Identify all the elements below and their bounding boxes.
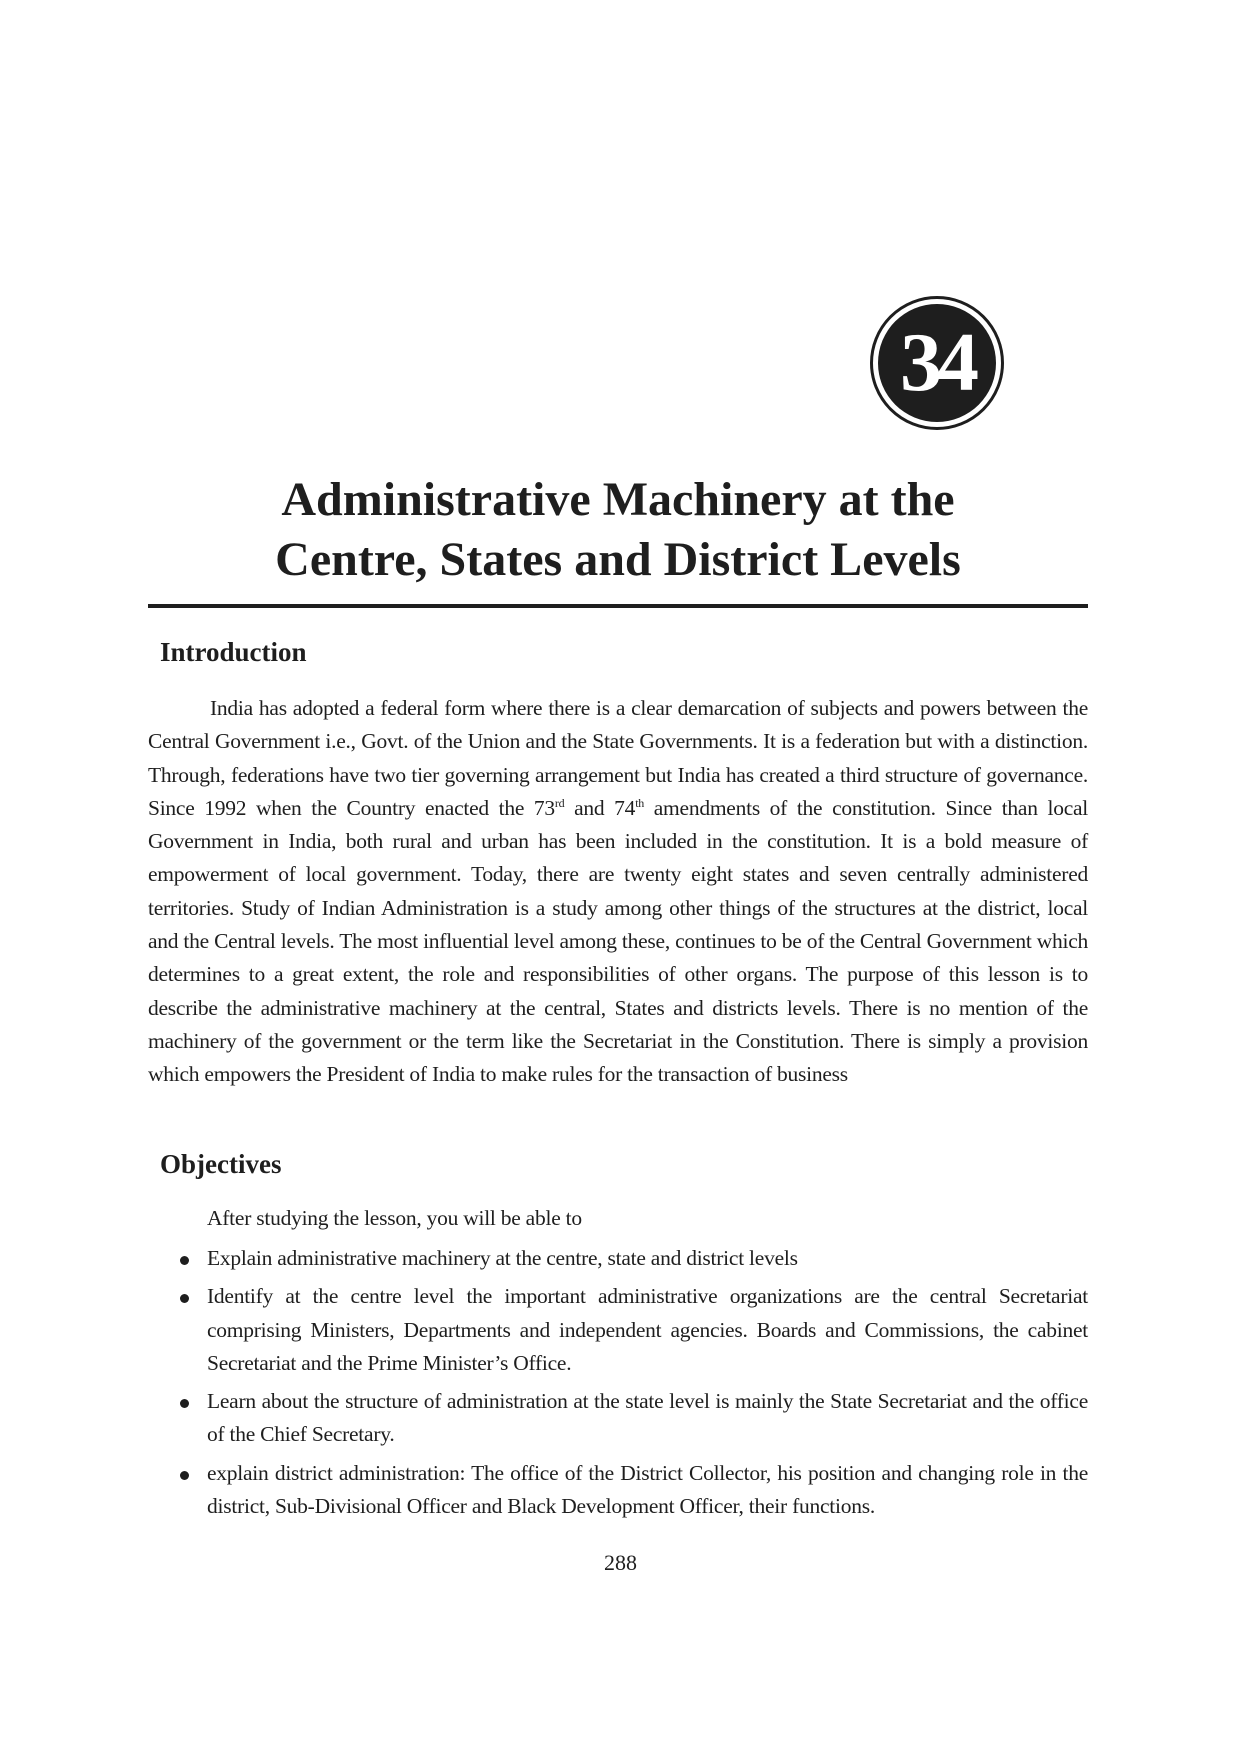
chapter-number-badge (870, 296, 1004, 430)
objectives-heading: Objectives (160, 1149, 282, 1179)
bullet-icon (180, 1471, 189, 1480)
objective-text: Explain administrative machinery at the centre, state and district levels (207, 1246, 798, 1270)
introduction-heading: Introduction (160, 637, 307, 667)
intro-text-part-2: and 74 (564, 795, 636, 820)
chapter-title-line-2: Centre, States and District Levels (275, 533, 961, 586)
objective-item (207, 1457, 1088, 1524)
introduction-paragraph (148, 692, 1088, 1092)
bullet-icon (180, 1399, 189, 1408)
superscript-rd: rd (554, 795, 565, 810)
objectives-list (207, 1242, 1088, 1528)
objective-text: Learn about the structure of administration at the state level is mainly the State Secretariat and the office of the Chief Secretary. (207, 1389, 1088, 1447)
objective-item (207, 1385, 1088, 1452)
objective-text: Identify at the centre level the important administrative organizations are the central Secretariat comprising Ministers, Departments and independent agencies. Boards and Commissions, the cabinet Secretariat and the Prime Minister’s Office. (207, 1284, 1088, 1375)
intro-text-part-1: India has adopted a federal form where there is a clear demarcation of subjects and powers between the Central Government i.e., Govt. of the Union and the State Governments. It is a federation but with a distinction. Through, federations have two tier governing arrangement but India has created a third structure of governance. Since 1992 when the Country enacted the 73 (148, 696, 1088, 820)
objective-text: explain district administration: The office of the District Collector, his position and changing role in the district, Sub-Divisional Officer and Black Development Officer, their functions. (207, 1460, 1088, 1519)
chapter-title-line-1: Administrative Machinery at the (281, 473, 955, 526)
title-divider (148, 604, 1088, 608)
bullet-icon (180, 1256, 189, 1265)
bullet-icon (180, 1294, 189, 1303)
chapter-title (148, 470, 1088, 590)
page-number: 288 (604, 1550, 637, 1575)
objective-item (207, 1242, 1088, 1275)
objectives-lead: After studying the lesson, you will be able to (207, 1206, 582, 1230)
objective-item (207, 1280, 1088, 1380)
intro-text-part-3: amendments of the constitution. Since than local Government in India, both rural and urban has been included in the constitution. It is a bold measure of empowerment of local government. Today, there are twenty eight states and seven centrally administered territories. Study of Indian Administration is a study among other things of the structures at the district, local and the Central levels. The most influential level among these, continues to be of the Central Government which determines to a great extent, the role and responsibilities of other organs. The purpose of this lesson is to describe the administrative machinery at the central, States and districts levels. There is no mention of the machinery of the government or the term like the Secretariat in the Constitution. There is simply a provision which empowers the President of India to make rules for the transaction of business (148, 795, 1088, 1087)
superscript-th: th (635, 795, 645, 810)
chapter-number: 34 (878, 304, 996, 422)
